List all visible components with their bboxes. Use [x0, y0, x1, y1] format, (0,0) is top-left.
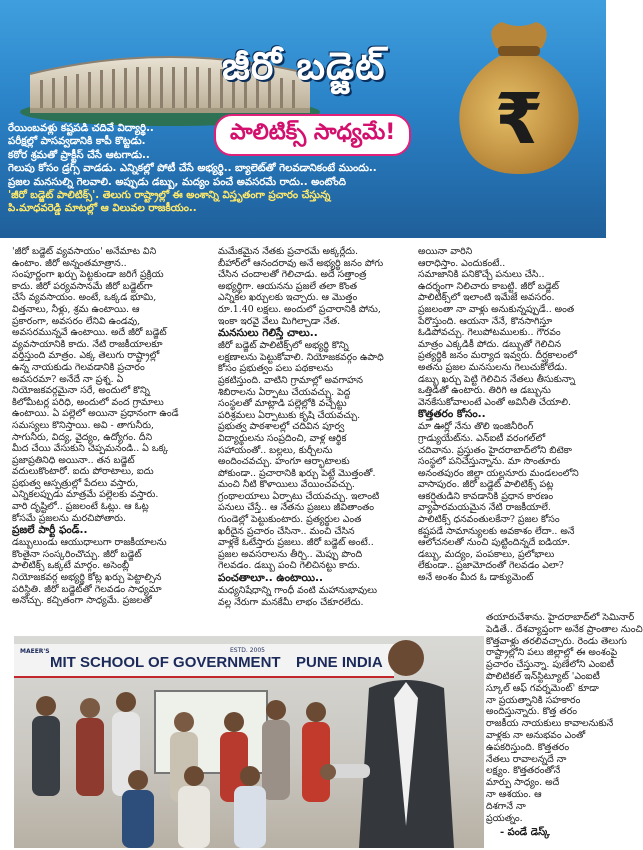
paragraph-line: ఎన్నికల ఖర్చులకు ఇచ్చారు. ఆ మొత్తం [218, 292, 358, 304]
paragraph-line: అనొచ్చు. కచ్చితంగా సాధ్యమే. ప్రజలతో [12, 595, 152, 607]
paragraph-line: నియోజకవర్గ అభ్యర్థి కోట్ల ఖర్చు పెట్టాల్సిన [12, 572, 162, 584]
paragraph-line: లక్షణాలను పెట్టుకోవాలి. నియోజకవర్గం ఉపాధి [218, 351, 384, 363]
paragraph-line: వదులుకొంటారో. ఐదు పోరాటాలు, ఐదు [12, 466, 154, 478]
headline-subtitle: పాలిటిక్స్ సాధ్యమే! [230, 120, 396, 145]
section-heading: కొత్తతరం కోసం.. [418, 408, 486, 421]
paragraph-line: నియోజకవర్గమైనా సరే, అందులో కొన్ని [12, 385, 150, 397]
intro-line: రేయింబవళ్లు కష్టపడి చదివే విద్యార్థి.. [8, 123, 154, 134]
paragraph-line: మాత్రం ఎక్కడికీ పోదు. డబ్బుతో గెలిచిన [418, 338, 562, 350]
paragraph-line: లక్ష్యం. కొత్తతరంతోనే [486, 765, 561, 777]
paragraph-line: ఆకర్షితుడిని కావడానికి ప్రధాన కారణం [418, 490, 554, 502]
paragraph-line: చేసిన చందాలతో గెలిచాడు. అదే సత్తాంత్ర [218, 269, 367, 281]
paragraph-line: నేతలు రావాలన్నదే నా [486, 753, 567, 765]
article-column-3-continued [486, 612, 643, 824]
svg-text:₹: ₹ [494, 78, 544, 160]
paragraph-line: వాళ్లకు నా అనుభవం ఎంతో [486, 729, 586, 741]
paragraph-line: పరిస్థితి. జీరో బడ్జెట్‌తో గెలవడం సాధ్యమా [12, 583, 162, 595]
paragraph-line: అభ్యర్థిగా. ఆయనను ప్రజలే తలా కొంత [218, 280, 357, 292]
paragraph-line: గ్రాడ్యుయేట్‌ను. ఎన్‌ఐటీ వరంగల్‌లో [418, 432, 546, 444]
paragraph-line: సంపూర్ణంగా ఖర్చు పెట్టకుండా జరిగే ప్రక్రియ [12, 269, 164, 281]
paragraph-line: రూ.1.40 లక్షలు. అందులో ప్రచారానికి పోను, [218, 303, 381, 315]
paragraph-line: ఎన్నికలప్పుడు మాత్రమే పల్లెలకు వస్తారు. [12, 489, 159, 501]
article-column-2 [218, 246, 414, 608]
paragraph-line: సమస్యలు కొనిస్తాయి. అవి - తాగునీరు, [12, 419, 155, 431]
intro-line: గెలుపు కోసం డ్రగ్స్ వాడడు. ఎన్నికల్లో పోటీ చేసే అభ్యర్థి.. బ్యాలెట్‌తో గెలవడానికంటే ముందు.. [8, 163, 377, 175]
article-column-1 [12, 246, 208, 607]
paragraph-line: ప్రయత్నం. [486, 812, 523, 824]
paragraph-line: కోసమే ప్రజలను మరచిపోతారు. [12, 512, 126, 524]
paragraph-line: మార్పు సాధ్యం. అదే [486, 777, 560, 789]
intro-highlight-block [8, 189, 488, 216]
paragraph-line: సహాయంతో.. బల్లలు, కుర్చీలను [218, 444, 333, 456]
paragraph-line: నా ప్రయత్నానికి సహకారం [486, 694, 581, 706]
paragraph-line: సంస్థలో పనిచేస్తున్నాను. మా సొంతూరు [418, 456, 561, 468]
section-heading: మనసులు గెలిస్తే చాలు.. [218, 327, 318, 340]
paragraph-line: ప్రకారంగా, అవసరం లేనివి ఉండవు, [12, 315, 141, 327]
paragraph-line: సంస్థలతో మాట్లాడి పల్లెల్లోకి వచ్చేట్టు [218, 398, 347, 410]
paragraph-line: ఉంటాయి. ఏ పల్లెలో అయినా ప్రధానంగా ఉండే [12, 408, 179, 420]
paragraph-line: బీహార్‌లో ఆనందరావు అనే అభ్యర్థి జనం పోగు [218, 257, 384, 269]
paragraph-line: రాజకీయ నాయకులు కావాలనుకునే [486, 718, 614, 730]
article-column-3 [418, 246, 602, 584]
paragraph-line: మా ఊర్లో నేను తొలి ఇంజినీరింగ్ [418, 421, 534, 433]
paragraph-line: పేరొస్తుంది. ఆయనా నేనే, కొనసాగిస్తూ [418, 315, 553, 327]
paragraph-line: అవసరమా? అనేదే నా ప్రశ్న. ఏ [12, 373, 124, 385]
paragraph-line: ఓడిపోవచ్చు. గెలుపోటములకు.. గౌరవం [418, 327, 561, 339]
paragraph-line: పాలిటిక్స్ ఒక్కటే మార్గం. అసెంబ్లీ [12, 560, 130, 572]
section-heading: పంచతాలూ.. ఉంటాయి.. [218, 572, 323, 585]
paragraph-line: అందించవచ్చు. హంగూ ఆర్భాటాలకు [218, 456, 350, 468]
paragraph-line: విత్తనాలు, నీళ్లు, శ్రమ ఉంటాయి. ఆ [12, 303, 140, 315]
header-banner [0, 0, 606, 238]
paragraph-line: వ్యాపారమయమైన నేటి రాజకీయాలే. [418, 502, 551, 514]
paragraph-line: వల్ల నేరుగా మనకేమీ లాభం చేకూరలేదు. [218, 596, 364, 608]
paragraph-line: అనే అంశం మీద ఓ డాక్యుమెంట్ [418, 572, 534, 584]
paragraph-line: వాళ్లకే ఓటేస్తారు ప్రజలు. జీరో బడ్జెట్ అంటే.. [218, 537, 374, 549]
paragraph-line: ప్రకటిస్తుంది. వాటిని గ్రామాల్లో అవగాహన [218, 374, 363, 386]
paragraph-line: స్కూల్ ఆఫ్ గవర్నమెంట్' కూడా [486, 682, 599, 694]
banner-estd-text: ESTD. 2005 [230, 647, 265, 654]
paragraph-line: పెడితే.. దేశవ్యాప్తంగా అనేక ప్రాంతాల నుంచి [486, 623, 643, 635]
paragraph-line: డబ్బులుండు ఆయుధాలుగా రాజకీయాలను [12, 537, 167, 549]
paragraph-line: ఆలోచనలతో నుంచి పుట్టిందిన్నదే ఐడియా. [418, 537, 571, 549]
paragraph-line: 'జీరో బడ్జెట్ వ్యవసాయం' అనేమాట విని [12, 246, 157, 257]
paragraph-line: ఉదర్శంగా నిలిచారు కాబట్టి. జీరో బడ్జెట్ [418, 280, 560, 292]
headline-title: జీరో బడ్జెట్ [222, 44, 386, 88]
paragraph-line: తయారుచేశాను. హైదరాబాద్‌లో సెమినార్ [486, 612, 635, 623]
intro-line: పరీక్షల్లో పాసవ్వడానికి కాపీ కొట్టడు. [8, 136, 146, 148]
paragraph-line: ప్రభుత్వ పాఠశాలల్లో చదివిన పూర్వ [218, 421, 345, 433]
paragraph-line: చదివాను. ప్రస్తుతం హైదరాబాద్‌లోని బిటెకా [418, 444, 572, 456]
rupee-money-bag-icon [444, 8, 594, 178]
paragraph-line: కొత్తవాళ్లు తరలివచ్చారు. రెండు తెలుగు [486, 635, 627, 647]
paragraph-line: డబ్బు, మద్యం, పంపకాలు, ప్రలోభాలు [418, 548, 555, 560]
paragraph-line: పనులు చేస్తే.. ఆ నేతను ప్రజలు జీవితాంతం [218, 502, 375, 514]
paragraph-line: అతను ప్రజల మనసులను గెలుచుకోలేడు. [418, 361, 568, 373]
paragraph-line: వారి దృష్టిలో.. ప్రజలంటే ఓట్లు. ఆ ఓట్ల [12, 501, 149, 513]
paragraph-line: గ్రంథాలయాలు ఏర్పాటు చేయవచ్చు. ఇలాంటి [218, 490, 380, 502]
paragraph-line: సాగునీరు, విద్య, వైద్యం, ఉద్యోగం. దీని [12, 431, 153, 443]
group-photo [14, 636, 484, 848]
paragraph-line: వాసాపురం. జీరో బడ్జెట్ పాలిటిక్స్ పట్ల [418, 479, 554, 491]
paragraph-line: కిలోమీటర్ల పరిధి, అందులో వంద గ్రామాలు [12, 396, 164, 408]
paragraph-line: మమేకమైన నేతకు ప్రచారమే అక్కర్లేదు. [218, 246, 358, 257]
paragraph-line: కాదు. జీరో పర్యవసానమే జీరో బడ్జెట్‌గా [12, 280, 153, 292]
intro-line: పి.మాధవరెడ్డి మాటల్లో ఆ విలువల రాజకీయం.. [8, 203, 197, 215]
intro-line: 'జీరో బడ్జెట్ పాలిటిక్స్'. తెలుగు రాష్ట్రాల్లో ఈ అంశాన్ని విస్తృతంగా ప్రచారం చేస్తున్న [8, 190, 331, 201]
paragraph-line: పొలిటికల్ ఇన్‌స్టిట్యూట్ 'ఎంఐటీ [486, 670, 600, 682]
paragraph-line: మీద చేయి వేసుకుని చెప్పమనండి.. ఏ ఒక్క [12, 443, 169, 455]
paragraph-line: లేకుండా.. ప్రజామోదంతో గెలవడం ఎలా? [418, 560, 564, 572]
paragraph-line: ప్రత్యర్థికి జనం మర్యాద ఇవ్వరు. దీర్ఘకాలంలో [418, 350, 577, 362]
paragraph-line: కోసం ప్రభుత్వం పలు పథకాలను [218, 363, 333, 375]
paragraph-line: మధ్యనిషేధాన్ని గాంధీ వంటి మహానుభావులు [218, 585, 378, 597]
paragraph-line: అందిస్తున్నారు. కొత్త తరం [486, 706, 578, 718]
intro-text-block [8, 122, 438, 189]
paragraph-line: పోకుండా.. ప్రచారానికి ఖర్చు పెట్టే మొత్తంతో. [218, 467, 376, 479]
banner-school-name: MIT SCHOOL OF GOVERNMENT [50, 654, 281, 671]
paragraph-line: ప్రభుత్వ ఆస్పత్రుల్లో పేదలు వస్తారు, [12, 477, 139, 489]
paragraph-line: వ్యవసాయానికి కాదు. నేటి రాజకీయాలకూ [12, 338, 163, 350]
paragraph-line: అవసరమున్నవే ఉంటాయి. అదే జీరో బడ్జెట్ [12, 327, 167, 339]
paragraph-line: మంచి నీటి కొళాయిలు వేయించవచ్చు. [218, 479, 355, 491]
paragraph-line: చేసే వ్యవసాయం. అంటే, ఒక్కడ భూమి, [12, 292, 157, 304]
intro-line: కఠోర శ్రమతో ప్రాక్టీస్ చేసే ఆటగాడు.. [8, 149, 150, 161]
paragraph-line: పరిశ్రమలు ఏర్పాటుకు కృషి చేయవచ్చు. [218, 409, 361, 421]
paragraph-line: పాలిటిక్స్‌లో ఇలాంటి ఇమేజే అవసరం. [418, 292, 555, 304]
intro-line: ప్రజల మనసుల్ని గెలవాలి. అప్పుడు డబ్బు, మద్యం పంచే అవసరమే రాదు.. అంటోంది [8, 176, 346, 188]
paragraph-line: ప్రజలంతా నా వాళ్లు అనుకున్నప్పుడే.. అంత [418, 303, 575, 315]
paragraph-line: ఉంటాం. జీరో అన్నంతమాత్రాన.. [12, 257, 127, 269]
paragraph-line: ఖరీదైన ప్రచారం చేసినా.. మంచి చేసిన [218, 525, 355, 537]
paragraph-line: జీరో బడ్జెట్ పాలిటిక్స్‌లో అభ్యర్థి కొన్ని [218, 340, 349, 352]
people-silhouettes-image [14, 636, 484, 848]
section-heading: ప్రజలే పార్టీ ఫండ్.. [12, 524, 88, 537]
paragraph-line: ఉపకరిస్తుంది. కొత్తతరం [486, 741, 570, 753]
paragraph-line: ఒత్తిడితో ఉంటారు. తిరిగి ఆ డబ్బును [418, 385, 551, 397]
paragraph-line: గెలవడం. డబ్బు పంచి గెలిచినట్టు కాదు. [218, 560, 361, 572]
paragraph-line: డబ్బు ఖర్చు పెట్టి గెలిచిన నేతలు తీసుకున్నా [418, 373, 576, 385]
banner-maeer-text: MAEER'S [20, 648, 50, 655]
paragraph-line: సమాజానికి పనికొచ్చే పనులు చేసి.. [418, 269, 545, 281]
paragraph-line: కొంతైనా సంస్కరించొచ్చు. జీరో బడ్జెట్ [12, 548, 142, 560]
banner-city-name: PUNE INDIA [296, 654, 383, 671]
paragraph-line: విద్యార్థులను సంప్రదించి, వాళ్ల ఆర్థిక [218, 432, 347, 444]
paragraph-line: ఇంకా ఇరవై వేలు మిగిల్చాడా నేత. [218, 315, 341, 327]
paragraph-line: ఆరాధిస్తాం. ఎందుకంటే.. [418, 257, 506, 269]
paragraph-line: అయినా వారిని [418, 246, 473, 257]
paragraph-line: పాలిటిక్స్ ధనవంతులకేనా? ప్రజల కోసం [418, 514, 560, 526]
paragraph-line: అనంతపురం జిల్లా యల్లనూరు మండలంలోని [418, 467, 579, 479]
paragraph-line: ప్రచారం చేస్తున్నా. పుణేలోని ఎంఐటీ [486, 659, 614, 671]
byline: - పండే డెస్క్ [500, 827, 550, 838]
paragraph-line: శిబిరాలను ఏర్పాటు చేయవచ్చు. పెద్ద [218, 386, 351, 398]
paragraph-line: ప్రజాప్రతినిధి అయినా.. తన బడ్జెట్ [12, 454, 135, 466]
paragraph-line: వెనకేసుకోవాలంటే ఎంతో అవినీతి చేయాలి. [418, 396, 571, 408]
paragraph-line: గుండెల్లో పెట్టుకుంటారు. ప్రత్యర్థుల ఎంత [218, 514, 362, 526]
paragraph-line: రాష్ట్రాల్లోని పలు జిల్లాల్లో ఈ అంశంపై [486, 647, 618, 659]
paragraph-line: వర్తిస్తుంది మాత్రం. ఎక్క తెలుగు రాష్ట్రాల్లో [12, 350, 160, 362]
paragraph-line: దిశగానే నా [486, 800, 526, 812]
paragraph-line: కష్టపడే సామాన్యులకు అవకాశం లేదా.. అనే [418, 525, 575, 537]
paragraph-line: ఉన్న నాయకుడు గెలవడానికి ప్రచారం [12, 361, 145, 373]
paragraph-line: ప్రజల అవసరాలను తీర్చి.. మెప్పు పొంది [218, 548, 363, 560]
paragraph-line: నా ఆశయం. ఆ [486, 788, 542, 800]
